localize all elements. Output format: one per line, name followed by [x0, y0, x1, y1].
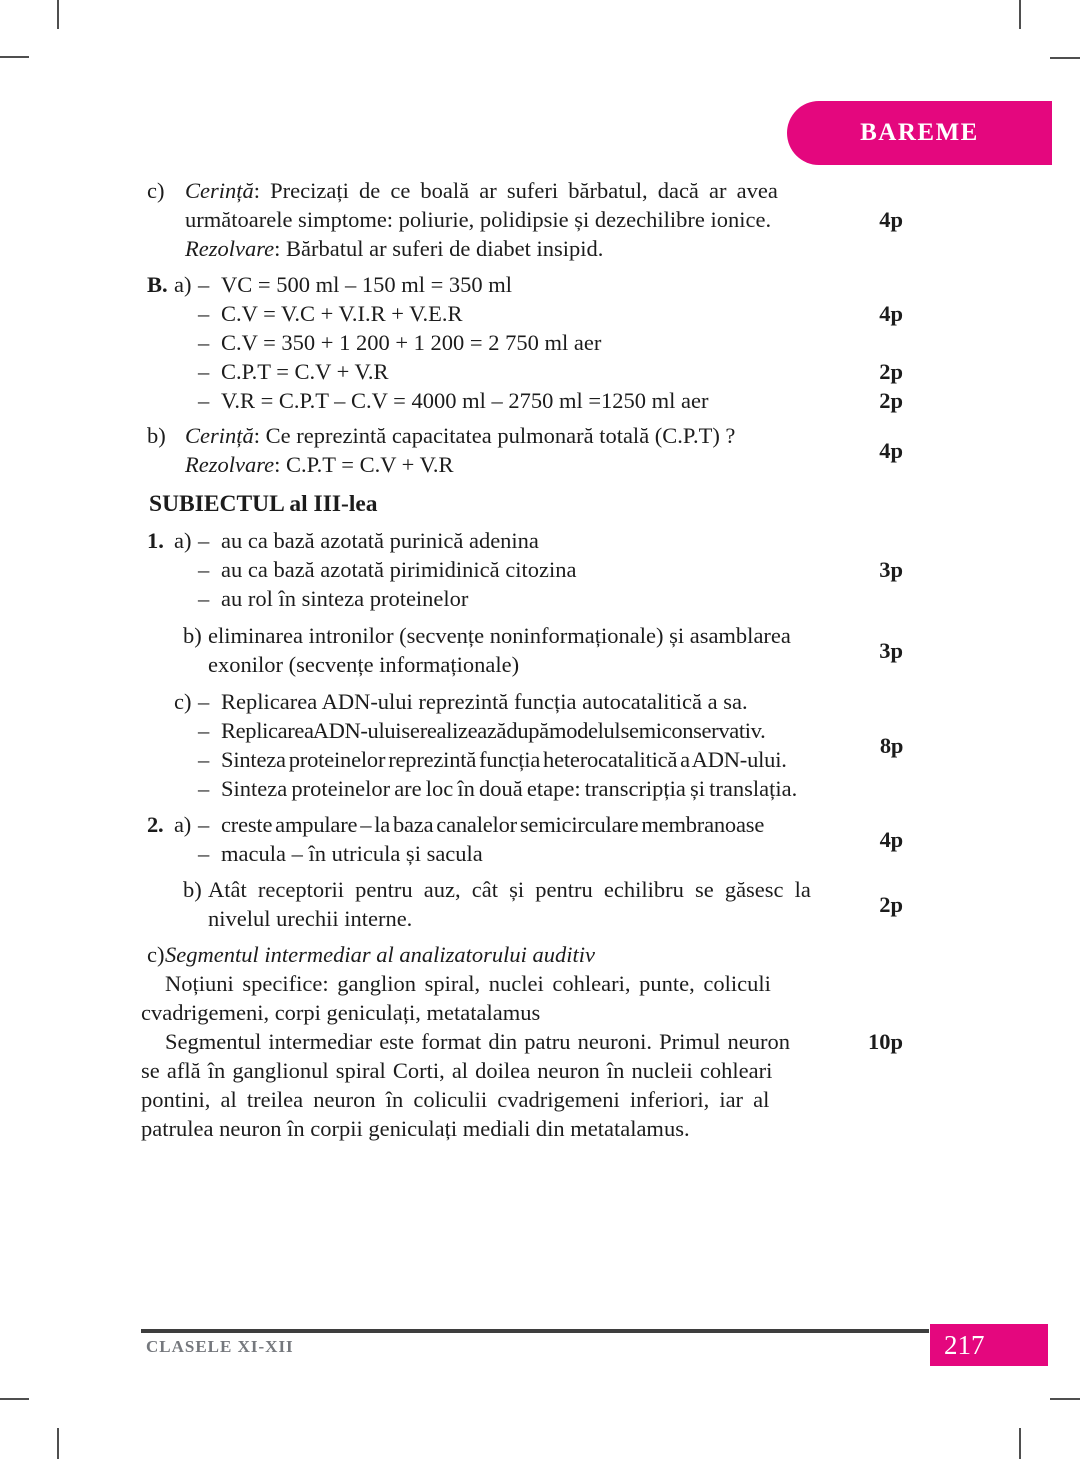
score-badge: 2p: [879, 892, 903, 917]
score-badge: 4p: [879, 301, 903, 326]
score-badge: 4p: [879, 207, 903, 232]
text-line: b) Cerință: Ce reprezintă capacitatea pulmonară totală (C.P.T) ? 4p: [147, 423, 903, 463]
score-badge: 2p: [879, 359, 903, 384]
text-line: – Sinteza proteinelor are loc în două etape: transcripția și translația.: [198, 776, 798, 801]
footer-left-text: CLASELE XI-XII: [146, 1337, 294, 1356]
text-line: Rezolvare: Bărbatul ar suferi de diabet insipid.: [185, 236, 604, 261]
text-line: b) Atât receptorii pentru auz, cât și pentru echilibru se găsesc la 2p: [183, 877, 903, 917]
text-line: pontini, al treilea neuron în coliculii cvadrigemeni inferiori, iar al: [141, 1087, 770, 1112]
text-line: – C.P.T = C.V + V.R 2p: [198, 359, 903, 384]
crop-mark: [1050, 1398, 1080, 1400]
bareme-badge: [787, 101, 1052, 165]
text-line: următoarele simptome: poliurie, polidipsie și dezechilibre ionice. 4p: [185, 207, 903, 232]
crop-mark: [0, 56, 29, 58]
text-line: – C.V = V.C + V.I.R + V.E.R 4p: [198, 301, 903, 326]
text-line: c) Cerință: Precizați de ce boală ar suferi bărbatul, dacă ar avea: [147, 178, 778, 203]
score-badge: 4p: [879, 827, 903, 852]
text-line: b) eliminarea intronilor (secvențe noninformaționale) și asamblarea 3p: [183, 623, 903, 663]
crop-mark: [0, 1398, 29, 1400]
text-line: – V.R = C.P.T – C.V = 4000 ml – 2750 ml =1250 ml aer 2p: [198, 388, 903, 413]
crop-mark: [1019, 1428, 1021, 1459]
text-line: 1. a) – au ca bază azotată purinică adenina: [147, 528, 539, 553]
text-line: Segmentul intermediar este format din patru neuroni. Primul neuron 10p: [165, 1029, 903, 1054]
text-line: cvadrigemeni, corpi geniculați, metatalamus: [141, 1000, 541, 1025]
text-line: c) – Replicarea ADN-ului reprezintă funcția autocatalitică a sa.: [174, 689, 748, 714]
page-number-box: [930, 1324, 1048, 1366]
badge-label: BAREME: [860, 119, 979, 146]
page-number: 217: [944, 1330, 985, 1360]
score-badge: 4p: [879, 438, 903, 463]
score-badge: 10p: [867, 1029, 903, 1054]
crop-mark: [57, 1428, 59, 1459]
text-line: – au rol în sinteza proteinelor: [198, 586, 469, 611]
text-line: – C.V = 350 + 1 200 + 1 200 = 2 750 ml aer: [198, 330, 602, 355]
crop-mark: [1050, 57, 1080, 59]
text-line: B. a) – VC = 500 ml – 150 ml = 350 ml: [147, 272, 513, 297]
score-badge: 3p: [879, 638, 903, 663]
crop-mark: [57, 0, 59, 29]
page-body: [141, 176, 903, 1143]
text-line: – Sinteza proteinelor reprezintă funcția heterocatalitică a ADN-ului.: [198, 747, 787, 772]
text-line: – au ca bază azotată pirimidinică citozina 3p: [198, 557, 903, 582]
text-line: Noțiuni specifice: ganglion spiral, nuclei cohleari, punte, coliculi: [165, 971, 771, 996]
score-badge: 3p: [879, 557, 903, 582]
footer-rule: [141, 1329, 929, 1333]
text-line: exonilor (secvențe informaționale): [208, 652, 520, 677]
text-line: patrulea neuron în corpii geniculați mediali din metatalamus.: [141, 1116, 690, 1141]
score-badge: 2p: [879, 388, 903, 413]
text-line: c)Segmentul intermediar al analizatorului auditiv: [147, 942, 595, 967]
crop-mark: [1019, 0, 1021, 29]
text-line: – Replicarea ADN-ului se realizează după modelul semiconservativ. 8p: [198, 718, 903, 758]
score-badge: 8p: [879, 733, 903, 758]
text-line: – macula – în utricula și sacula: [198, 841, 483, 866]
text-line: se află în ganglionul spiral Corti, al doilea neuron în nucleii cohleari: [141, 1058, 773, 1083]
section-heading: SUBIECTUL al III-lea: [149, 491, 378, 517]
text-line: 2. a) – creste ampulare – la baza canalelor semicirculare membranoase 4p: [147, 812, 903, 852]
text-line: Rezolvare: C.P.T = C.V + V.R: [185, 452, 454, 477]
text-line: nivelul urechii interne.: [208, 906, 413, 931]
